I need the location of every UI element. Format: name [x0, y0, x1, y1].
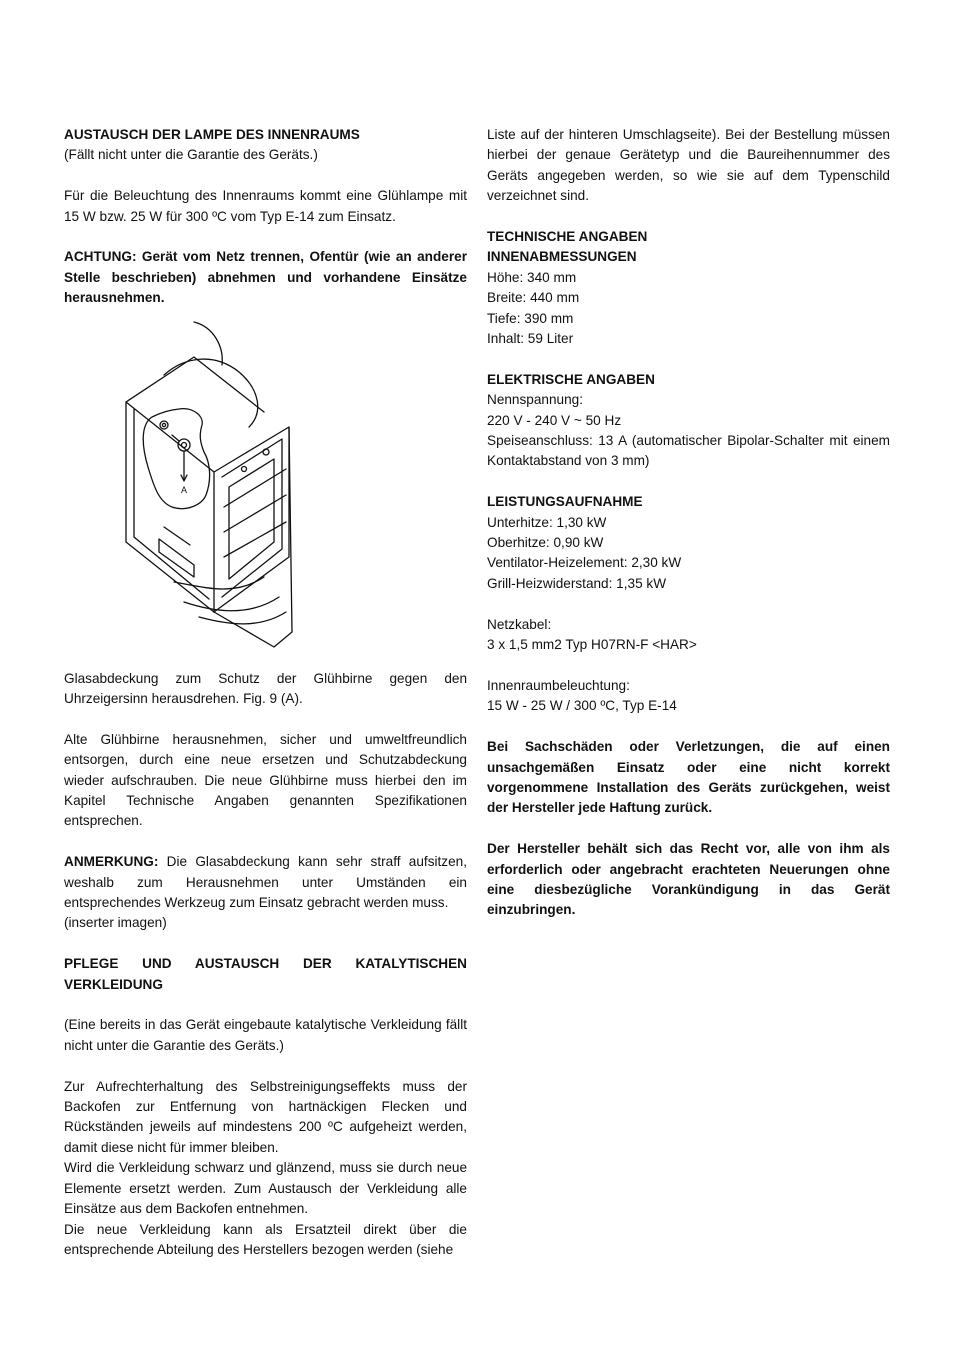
power-heading: LEISTUNGSAUFNAHME — [487, 494, 643, 510]
old-bulb-text: Alte Glühbirne herausnehmen, sicher und umweltfreundlich entsorgen, durch eine neue ersetzen und Schutzabdeckung wieder aufschrauben. Die neue Glühbirne muss hierbei den im Kapitel Technische Angaben genannten Spezifikationen entsprechen. — [64, 731, 467, 829]
warning-text: ACHTUNG: Gerät vom Netz trennen, Ofentür (wie an anderer Stelle beschrieben) abnehmen und vorhandene Einsätze herausnehmen. — [64, 249, 467, 306]
dim-height: Höhe: 340 mm — [487, 269, 577, 285]
note-label: ANMERKUNG: — [64, 854, 159, 870]
dim-depth: Tiefe: 390 mm — [487, 310, 574, 326]
supply-text: Speiseanschluss: 13 A (automatischer Bipolar-Schalter mit einem Kontaktabstand von 3 mm) — [487, 433, 890, 469]
top-heat: Oberhitze: 0,90 kW — [487, 535, 604, 551]
fan-element: Ventilator-Heizelement: 2,30 kW — [487, 555, 682, 571]
dims-heading: INNENABMESSUNGEN — [487, 249, 637, 265]
catalytic-heading: PFLEGE UND AUSTAUSCH DER KATALYTISCHEN VERKLEIDUNG — [64, 956, 467, 992]
grill-element: Grill-Heizwiderstand: 1,35 kW — [487, 575, 667, 591]
lighting-spec: 15 W - 25 W / 300 ºC, Typ E-14 — [487, 698, 677, 714]
tech-heading: TECHNISCHE ANGABEN — [487, 229, 648, 245]
lamp-warranty-note: (Fällt nicht unter die Garantie des Geräts.) — [64, 147, 318, 163]
cable-spec: 3 x 1,5 mm2 Typ H07RN-F <HAR> — [487, 637, 697, 653]
note-paragraph — [64, 852, 467, 913]
spare-part-text: Die neue Verkleidung kann als Ersatzteil direkt über die entsprechende Abteilung des Herstellers bezogen werden (siehe — [64, 1221, 467, 1257]
oven-lamp-illustration — [64, 317, 467, 657]
rights-text: Der Hersteller behält sich das Recht vor, alle von ihm als erforderlich oder angebracht erachteten Neuerungen ohne eine diesbezügliche Vorankündigung in das Gerät einzubringen. — [487, 841, 890, 918]
lamp-description: Für die Beleuchtung des Innenraums kommt eine Glühlampe mit 15 W bzw. 25 W für 300 ºC vom Typ E-14 zum Einsatz. — [64, 188, 467, 224]
rated-voltage-label: Nennspannung: — [487, 392, 583, 408]
rated-voltage: 220 V - 240 V ~ 50 Hz — [487, 412, 622, 428]
insert-image-text: (inserter imagen) — [64, 915, 167, 931]
left-column — [64, 125, 467, 1260]
note-text: Die Glasabdeckung kann sehr straff aufsitzen, weshalb zum Herausnehmen unter Umständen ein entsprechendes Werkzeug zum Einsatz gebracht werden muss. — [64, 854, 467, 911]
oven-lamp-figure — [64, 317, 467, 657]
bottom-heat: Unterhitze: 1,30 kW — [487, 514, 607, 530]
right-column — [487, 125, 890, 921]
black-shiny-text: Wird die Verkleidung schwarz und glänzend, muss sie durch neue Elemente ersetzt werden. Zum Austausch der Verkleidung alle Einsätze aus dem Backofen entnehmen. — [64, 1160, 467, 1217]
figure-label-a: A — [181, 484, 188, 495]
catalytic-warranty: (Eine bereits in das Gerät eingebaute katalytische Verkleidung fällt nicht unter die Garantie des Geräts.) — [64, 1017, 467, 1053]
liability-text: Bei Sachschäden oder Verletzungen, die auf einen unsachgemäßen Einsatz oder eine nicht korrekt vorgenommene Installation des Geräts zurückgehen, weist der Hersteller jede Haftung zurück. — [487, 739, 890, 816]
cable-label: Netzkabel: — [487, 616, 552, 632]
dim-volume: Inhalt: 59 Liter — [487, 331, 574, 347]
dim-width: Breite: 440 mm — [487, 290, 580, 306]
lamp-heading: AUSTAUSCH DER LAMPE DES INNENRAUMS — [64, 127, 360, 142]
continuation-text: Liste auf der hinteren Umschlagseite). Bei der Bestellung müssen hierbei der genaue Gerätetyp und die Baureihennummer des Geräts angegeben werden, so wie sie auf dem Typenschild verzeichnet sind. — [487, 127, 890, 204]
self-cleaning-text: Zur Aufrechterhaltung des Selbstreinigungseffekts muss der Backofen zur Entfernung von hartnäckigen Flecken und Rückständen jeweils auf mindestens 200 ºC aufgeheizt werden, damit diese nicht für immer bleiben. — [64, 1078, 467, 1155]
lighting-label: Innenraumbeleuchtung: — [487, 677, 630, 693]
elec-heading: ELEKTRISCHE ANGABEN — [487, 371, 655, 387]
glass-cover-text: Glasabdeckung zum Schutz der Glühbirne gegen den Uhrzeigersinn herausdrehen. Fig. 9 (A). — [64, 670, 467, 707]
